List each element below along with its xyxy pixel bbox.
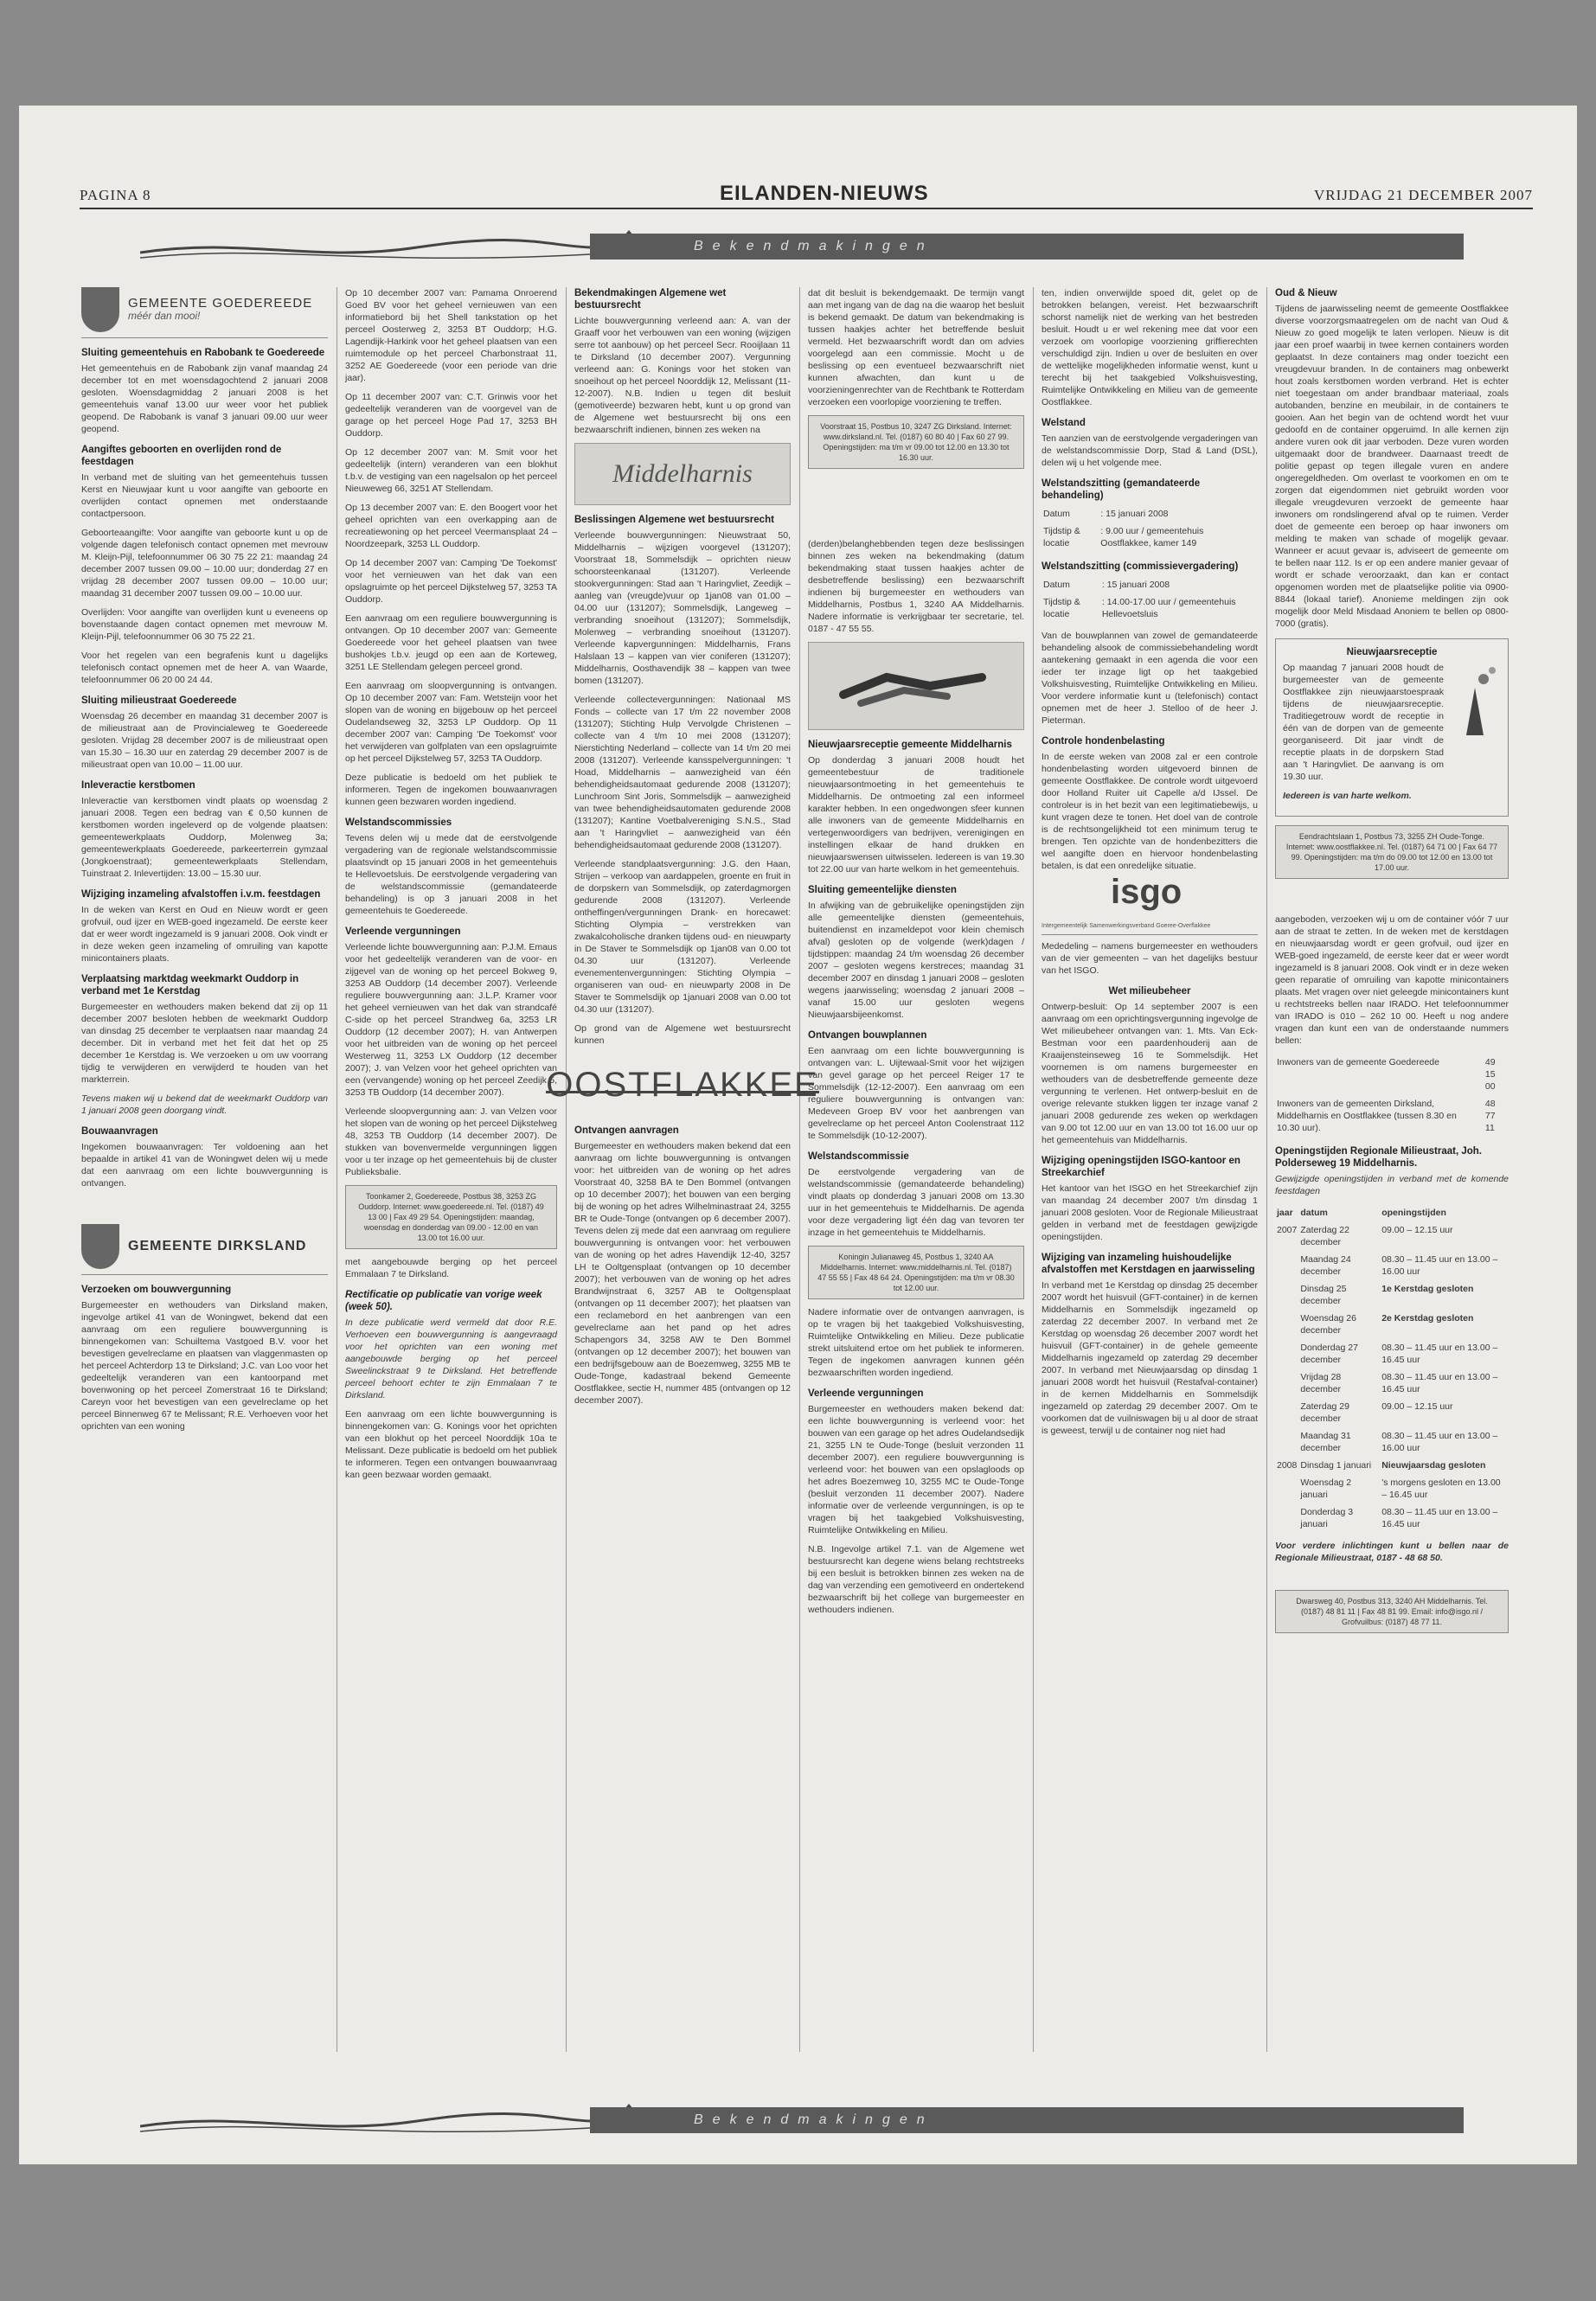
table-header: jaar datum openingstijden: [1277, 1208, 1446, 1218]
article-title: Ontvangen aanvragen: [574, 1125, 679, 1136]
article-title: Welstandszitting (commissievergadering): [1042, 561, 1239, 572]
champagne-icon: [1449, 662, 1501, 740]
table-row: Zaterdag 29 december 09.00 – 12.15 uur: [1300, 1401, 1453, 1424]
article-body: Burgemeester en wethouders van Dirksland maken, ingevolge artikel 41 van de Woningwet, bekend dat een aanvraag om een reguliere bouwvergunning is binnengekomen van: Schuiltema Vastgoed B.V. voor het bevestigen gevelreclame en plaatsen van vlaggenmasten op het perceel Achterdorp 13 te Dirksland; J.C. van Loo voor het gedeeltelijk veranderen van een kantoorpand met bovenwoning op het perceel Zomerstraat 16 te Dirksland; Careyn voor het bevestigen van een gevelreclame op het perceel Binnenweg 67 te Melissant; R.E. Verhoeven voor het oprichten van een woning: [81, 1300, 328, 1432]
article-body: Ten aanzien van de eerstvolgende vergaderingen van de welstandscommissie Dorp, Stad & Land (DSL), delen wij u het volgende mee.: [1042, 433, 1258, 468]
table-row: Donderdag 27 december 08.30 – 11.45 uur en 13.00 – 16.45 uur: [1300, 1343, 1498, 1365]
dirksland-crest-icon: [81, 1224, 119, 1269]
article-body: Tijdens de jaarwisseling neemt de gemeente Oostflakkee diverse voorzorgsmaatregelen om de nacht van Oud & Nieuw zo goed mogelijk te laten verlopen. Nieuw is dit jaar een proef waarbij in twee kernen containers worden geplaatst. In deze containers mag onder toezicht een vreugdevuur branden. In de containers mag onbewerkt hout zoals kerstbomen worden verbrand. Het is echter niet toegestaan om ander brandbaar materiaal, zoals autobanden, benzine en meubilair, in de containers te gooien. Aan het begin van de ochtend wordt het vuur gedoofd en de container opgeruimd. In alle kernen zijn andere vuren ook dit jaar verboden. Deze vuren worden uitgemaakt door de brandweer. Daarnaast treedt de politie gepast op tegen illegale vuren en andere ongeregeldheden. Om overlast te voorkomen en om te zorgen dat eigendommen niet gebruikt worden voor illegale vreugdevuren verzoekt de gemeente haar inwoners om rondslingerend afval op te ruimen. Verder doet de gemeente een beroep op haar inwoners om melding te maken van schade of mogelijk gevaar. Wanneer er acuut gevaar is, adviseert de gemeente om te bellen naar 112. Is er op een andere manier gevaar of wordt er schade veroorzaakt, dan kan er contact opgenomen worden met de plaatselijke politie via 0900-8844 (lokaal tarief). Anonieme meldingen zijn ook mogelijk door Meld Misdaad Anoniem te bellen op 0800-7000 (gratis).: [1275, 304, 1509, 629]
article-title: Verleende vergunningen: [345, 926, 461, 937]
article-note: Iedereen is van harte welkom.: [1283, 791, 1412, 801]
article-body: Op 14 december 2007 van: Camping 'De Toekomst' voor het vernieuwen van het dak van een opslagruimte op het perceel Dijkstelweg 57, 3253 TA Ouddorp.: [345, 558, 557, 605]
table-row: Vrijdag 28 december 08.30 – 11.45 uur en 13.00 – 16.45 uur: [1300, 1372, 1498, 1394]
article-body: Op grond van de Algemene wet bestuursrecht kunnen: [574, 1023, 791, 1046]
middelharnis-logo: [574, 443, 791, 505]
article-body: Een aanvraag om sloopvergunning is ontvangen. Op 10 december 2007 van: Fam. Wetsteijn voor het slopen van de woning en bijgebouw op het perceel Oudelandseweg 32, 3253 LP Ouddorp. Op 11 december 2007 van: Camping 'De Toekomst' voor het verwijderen van golfplaten van een opslagruimte op het perceel Dijkstelweg 57, 3253 TA Ouddorp.: [345, 681, 557, 764]
table-row: Inwoners van de gemeente Goedereede 49 15 00: [1277, 1057, 1496, 1092]
isgo-tagline: Intergemeentelijk Samenwerkingsverband Goeree-Overflakkee: [1042, 923, 1211, 929]
article-body: In deze publicatie werd vermeld dat door R.E. Verhoeven een bouwvergunning is aangevraagd voor het oprichten van een woning met aangebouwde berging op het perceel Sweelinckstraat 9 te Dirksland. Het betreffende perceel behoort echter te zijn Emmalaan 7 te Dirksland.: [345, 1317, 557, 1400]
article-body: In verband met 1e Kerstdag op dinsdag 25 december 2007 wordt het huisvuil (GFT-container) in de kernen Middelharnis en Sommelsdijk ingezameld op zaterdag 22 december 2007. In verband met 2e Kerstdag op woensdag 26 december 2007 wordt het huisvuil (GFT-container) in de gehele gemeente Middelharnis ingezameld op zaterdag 29 december 2007. In verband met Nieuwjaarsdag op dinsdag 1 januari 2008 wordt het huisvuil (Restafval-container) in de kernen Middelharnis en Sommelsdijk ingezameld op zaterdag 29 december 2007. Om te voorkomen dat de vuilniswagen bij u al door de straat is geweest, terwijl u de container nog niet had: [1042, 1280, 1258, 1436]
isgo-contact-box: Dwarsweg 40, Postbus 313, 3240 AH Middelharnis. Tel. (0187) 48 81 11 | Fax 48 81 99. Email: info@isgo.nl / Grofvuilbus: (0187) 48 77 11.: [1275, 1590, 1509, 1633]
phone-table: [1275, 1054, 1509, 1137]
banner-top: [140, 228, 1464, 263]
article-title: Beslissingen Algemene wet bestuursrecht: [574, 515, 774, 525]
middelharnis-contact-box: Koningin Julianaweg 45, Postbus 1, 3240 AA Middelharnis. Internet: www.middelharnis.nl. Tel. (0187) 47 55 55 | Fax 48 64 24. Openingstijden: ma t/m vr 08.30 tot 12.00 uur.: [808, 1246, 1024, 1299]
handshake-illustration: [808, 642, 1024, 730]
issue-date: VRIJDAG 21 DECEMBER 2007: [1313, 187, 1533, 203]
table-row: Tijdstip & locatie : 14.00-17.00 uur / gemeentehuis Hellevoetsluis: [1043, 597, 1236, 619]
article-body: Burgemeester en wethouders maken bekend dat zij op 11 december 2007 besloten hebben de weekmarkt Ouddorp van dinsdag 25 december te verplaatsen naar maandag 24 december. Dit in verband met het feit dat het op 25 december 1e Kerstdag is. We verzoeken u om uw voorrang tijdig te verwijderen en verwijderd te houden van het markterrein.: [81, 1002, 328, 1085]
receptie-content: [1283, 662, 1501, 790]
article-title: Sluiting milieustraat Goedereede: [81, 695, 237, 706]
goedereede-contact-box: Toonkamer 2, Goedereede, Postbus 38, 3253 ZG Ouddorp. Internet: www.goedereede.nl. Tel. (0187) 49 13 00 | Fax 49 29 54. Openingstijden: maandag, woensdag en donderdag van 09.00 - 12.00 en van 13.00 tot 16.00 uur.: [345, 1185, 557, 1249]
article-body: Burgemeester en wethouders maken bekend dat een aanvraag om lichte bouwvergunning is ontvangen voor: het uitbreiden van de woning op het adres Voorstraat 40, 3258 BA te Den Bommel (ontvangen op 10 december 2007); het bouwen van een berging bij de woning op het adres Wilhelminastraat 24, 3255 BR te Oude-Tonge (ontvangen op 6 december 2007). Tevens delen zij mede dat een aanvraag om reguliere bouwvergunning is ontvangen voor: het verbouwen van de woning op het adres Havendijk 12-40, 3257 LH te Ooltgensplaat (ontvangen op 10 december 2007); het verbouwen van de woning op het adres Brandwijnstraat 6, 3257 AB te Ooltgensplaat (ontvangen op 11 december 2007); het plaatsen van een reclamebord en het aanbrengen van een gevelreclame aan het pand op het adres Schapengors 34, 3258 AW te Den Bommel (ontvangen op 12 december 2007); het bouwen van een bedrijfsgebouw aan de Boezemweg, 3255 MB te Oude-Tonge, kadastraal bekend Gemeente Oostflakkee, sectie H, nummer 485 (ontvangen op 12 december 2007).: [574, 1141, 791, 1406]
goedereede-crest-icon: [81, 287, 119, 332]
table-row: Woensdag 2 januari 's morgens gesloten en 13.00 – 16.45 uur: [1300, 1477, 1501, 1500]
article-body: In afwijking van de gebruikelijke openingstijden zijn alle gemeentelijke diensten (gemeentehuis, buitendienst en inzameldepot voor klein chemisch afval) gesloten op de volgende (werk)dagen / tijdstippen: maandag 24 t/m woensdag 26 december 2007 – gesloten wegens kerstreces; maandag 31 december 2007 en dinsdag 1 januari 2008 – gesloten wegens jaarwisseling; woensdag 2 januari 2008 – vanaf 15.00 uur gesloten wegens Nieuwjaarsbijeenkomst.: [808, 901, 1024, 1020]
receptie-box: [1275, 638, 1509, 817]
article-title: Bekendmakingen Algemene wet bestuursrecht: [574, 288, 727, 311]
middelharnis-logo-text: Middelharnis: [612, 459, 753, 488]
oostflakkee-contact-box: Eendrachtslaan 1, Postbus 73, 3255 ZH Oude-Tonge. Internet: www.oostflakkee.nl. Tel. (0187) 64 71 00 | Fax 64 77 99. Openingstijden: ma t/m do 09.00 tot 12.00 en 13.00 tot 17.00 uur.: [1275, 825, 1509, 879]
municipality-slogan: méér dan mooi!: [128, 310, 201, 322]
column-goedereede: [81, 287, 328, 1439]
page-number: PAGINA 8: [80, 187, 151, 203]
table-row: Dinsdag 25 december 1e Kerstdag gesloten: [1300, 1284, 1474, 1306]
article-body: Op 11 december 2007 van: C.T. Grinwis voor het gedeeltelijk veranderen van de voorgevel van de garage op het perceel Hoge Pad 17, 3253 BH Ouddorp.: [345, 392, 557, 439]
article-body: Burgemeester en wethouders maken bekend dat: een lichte bouwvergunning is verleend voor: het bouwen van een garage op het adres Oudelandsedijk 21, 3255 LN te Oude-Tonge (besluit verzonden 11 december 2007). een reguliere bouwvergunning is verleend voor: het bouwen van een opslagloods op het adres Boezemweg 10, 3255 MC te Oude-Tonge (besluit verzonden 11 december 2007). Nadere informatie over de verleende vergunningen, is op te vragen bij het taakgebied Volkshuisvesting, Ruimtelijke Ontwikkeling en Milieu.: [808, 1404, 1024, 1535]
article-body: Het kantoor van het ISGO en het Streekarchief zijn van maandag 24 december 2007 t/m dinsdag 1 januari 2008 gesloten. Voor de Regionale Milieustraat gelden in verband met de feestdagen gewijzigde openingstijden.: [1042, 1183, 1258, 1242]
table-row: Datum : 15 januari 2008: [1043, 580, 1170, 590]
article-body: Woensdag 26 december en maandag 31 december 2007 is de milieustraat aan de Provincialeweg te Goedereede gesloten. Vrijdag 28 december 2007 is de milieustraat open van 15.30 – 16.30 uur en zaterdag 29 december 2007 is de milieustraat open van 10.00 – 11.00 uur.: [81, 711, 328, 770]
table-row: Donderdag 3 januari 08.30 – 11.45 uur en 13.00 – 16.45 uur: [1300, 1507, 1498, 1529]
banner-bottom: [140, 2102, 1464, 2137]
article-body: (derden)belanghebbenden tegen deze beslissingen binnen zes weken na bekendmaking (datum bekendmaking staat tussen haakjes achter de desbetreffende beslissing) een bezwaarschrift indienen bij burgemeester en wethouders van Middelharnis, Postbus 1, 3240 AA Middelharnis. Nadere informatie is verkrijgbaar ter secretarie, tel. 0187 - 47 55 55.: [808, 539, 1024, 634]
article-title: Verplaatsing marktdag weekmarkt Ouddorp in verband met 1e Kerstdag: [81, 974, 299, 997]
welstand-commission-table: [1042, 576, 1258, 623]
article-body: met aangebouwde berging op het perceel Emmalaan 7 te Dirksland.: [345, 1257, 557, 1279]
municipality-name: GEMEENTE DIRKSLAND: [128, 1239, 307, 1253]
article-body: Overlijden: Voor aangifte van overlijden kunt u eveneens op bovenstaande dagen contact opnemen met mevrouw M. Kleijn-Pijl, telefoonnummer 06 30 75 22 21.: [81, 607, 328, 642]
milieustraat-hours-table: [1275, 1204, 1509, 1533]
table-row: Maandag 24 december 08.30 – 11.45 uur en 13.00 – 16.00 uur: [1300, 1254, 1498, 1277]
article-title: Ontvangen bouwplannen: [808, 1030, 927, 1041]
article-body: N.B. Ingevolge artikel 7.1. van de Algemene wet bestuursrecht kan degene wiens belang rechtstreeks bij een besluit is betrokken binnen zes weken na de dag van verzending een gemotiveerd en ondertekend bezwaarschrift bij het college van burgemeester en wethouders indienen.: [808, 1544, 1024, 1615]
article-body: Verleende bouwvergunningen: Nieuwstraat 50, Middelharnis – wijzigen voorgevel (131207); Voorstraat 18, Sommelsdijk – oprichten nieuw schoorsteenkanaal (131207). Verleende stookvergunningen: Stad aan 't Haringvliet, Zeedijk – aanleg van (vreugde)vuur op 1jan08 van 01.00 – 04.00 uur (131207); Sommelsdijk, Langeweg – verbranding snoeihout (131207); Sommelsdijk, Molenweg – verbranding snoeihout (131207). Verleende kapvergunningen: Middelharnis, Frans Halslaan 13 – kappen van vier coniferen (131207); Middelharnis, Oosthavendijk 38 – kappen van twee bomen (131207).: [574, 530, 791, 686]
article-title: Welstand: [1042, 418, 1086, 428]
column-4: [808, 287, 1024, 1623]
article-body: ten, indien onverwijlde spoed dit, gelet op de betrokken belangen, vereist. Het bezwaarschrift schorst namelijk niet de werking van het bestreden besluit. Houdt u er wel rekening mee dat voor een verzoek om voorlopige voorziening griffierechten verschuldigd zijn. Indien u over de besluiten en over de wettelijke mogelijkheden informatie wenst, kunt u terecht bij het taakgebied Volkshuisvesting, Ruimtelijke Ontwikkeling en Milieu van de gemeente Oostflakkee.: [1042, 288, 1258, 407]
article-title: Welstandscommissies: [345, 817, 452, 828]
article-body: Deze publicatie is bedoeld om het publiek te informeren. Tegen de ingekomen bouwaanvragen kunnen geen bezwaren worden ingediend.: [345, 772, 557, 807]
article-body: Verleende standplaatsvergunning: J.G. den Haan, Strijen – verkoop van aardappelen, groente en fruit in de dorpskern van Sommelsdijk, op zaterdagmorgen gedurende 2008 (131207). Verleende ontheffingen/vergunningen Drank- en horecawet: Stichting Olympia – verstrekken van zwakalcoholische dranken tijdens oud- en nieuwparty in De Staver te Sommelsdijk op 1jan08 van 0.00 tot 04.30 uur (131207). Verleende evenementenvergunningen: Stichting Olympia – organiseren van oud- en nieuwparty 2008 in De Staver te Sommelsdijk op 1januari 2008 van 0.00 tot 04.30 uur (131207).: [574, 859, 791, 1015]
article-title: Welstandscommissie: [808, 1151, 909, 1162]
article-body: Het gemeentehuis en de Rabobank zijn vanaf maandag 24 december tot en met woensdagochtend 2 januari 2008 gesloten. Woensdagmiddag 2 januari 2008 is het gemeentehuis vanaf 13.00 uur weer voor het publiek geopend. De Rabobank is vanaf 3 januari 09.00 uur weer geopend.: [81, 363, 328, 434]
article-title: Wijziging inzameling afvalstoffen i.v.m. feestdagen: [81, 889, 321, 900]
table-row: Tijdstip & locatie : 9.00 uur / gemeentehuis Oostflakkee, kamer 149: [1043, 526, 1204, 548]
dirksland-header: [81, 1224, 328, 1275]
article-body: Lichte bouwvergunning verleend aan: A. van der Graaff voor het verbouwen van een woning (wijzigen serre tot aanbouw) op het perceel Secr. Rooijlaan 11 te Dirksland (10 december 2007). Vergunning verleend aan: G. Konings voor het stoken van snoeihout op het perceel Noorddijk 12, Melissant (11-12-2007). N.B. Indien u tegen dit besluit (gemotiveerde) bezwaren hebt, kunt u op grond van de Algemene wet bestuursrecht bij ons een bezwaarschrift indienen, binnen zes weken na: [574, 316, 791, 435]
article-body: Op maandag 7 januari 2008 houdt de burgemeester van de gemeente Oostflakkee zijn nieuwjaarstoespraak tijdens de nieuwjaarsreceptie. Traditiegetrouw wordt de receptie in één van de dorpen van de gemeente georganiseerd. Dit jaar vindt de receptie plaats in de dorpskern Stad aan 't Haringvliet. De aanvang is om 19.30 uur.: [1283, 663, 1444, 782]
article-body: Verleende lichte bouwvergunning aan: P.J.M. Emaus voor het gedeeltelijk veranderen van de voor- en zijgevel van de woning op het perceel Bokweg 9, 3253 AB Ouddorp (14 december 2007). Verleende reguliere bouwvergunning aan: J.L.P. Kramer voor het geheel vernieuwen van het dak van strandcafé C-side op het perceel Strandweg 6a, 3253 LR Ouddorp (12 december 2007); H. van Antwerpen voor het uitbreiden van de woning op het perceel Westerweg 11, 3253 LX Ouddorp (12 december 2007); J. van Velzen voor het geheel oprichten van een (vervangende) woning op het perceel Zeedijk 5, 3253 TB Ouddorp (14 december 2007).: [345, 942, 557, 1098]
article-body: aangeboden, verzoeken wij u om de container vóór 7 uur aan de straat te zetten. In de weken met de kerstdagen en nieuwjaarsdag wordt er geen grofvuil, oud ijzer en WEB-goed ingezameld, de eerste keer dat er weer wordt ingezameld is 8 januari 2008. Ook vindt er in deze weken geen reparatie of omruiling van kapotte minicontainers plaats. Met vragen over niet geleegde minicontainers kunt u rechtstreeks bellen naar IRADO. Het telefoonnummer van IRADO is 010 – 262 10 00. Heeft u nog andere vragen dan kunt een van de onderstaande nummers bellen:: [1275, 914, 1509, 1046]
article-title: Openingstijden Regionale Milieustraat, Joh. Polderseweg 19 Middelharnis.: [1275, 1146, 1482, 1169]
article-body: Nadere informatie over de ontvangen aanvragen, is op te vragen bij het taakgebied Volkshuisvesting, Ruimtelijke Ontwikkeling en Milieu. Deze publicatie strekt uitsluitend ertoe om het publiek te informeren. Tegen de ingekomen aanvragen kunnen géén bezwaarschriften worden ingediend.: [808, 1307, 1024, 1378]
article-body: Inleveractie van kerstbomen vindt plaats op woensdag 2 januari 2008. Tegen een bedrag van € 0,50 kunnen de kerstbomen worden ingeleverd op de volgende plaatsen: gemeentewerkplaats Ouddorp, Molenweg 3a; gemeentewerkplaats Goedereede, parkeerterrein gymzaal (Jongkoenstraat); gemeentewerkplaats Stellendam, Tuinstraat 2. Inlevertijden: 13.00 – 15.30 uur.: [81, 796, 328, 879]
article-body: Een aanvraag om een lichte bouwvergunning is ontvangen van: L. Uijtewaal-Smit voor het wijzigen van gevel garage op het perceel Reiger 17 te Sommelsdijk (12-12-2007). Een aanvraag om een reguliere bouwvergunning is ontvangen van: Medeveen Groep BV voor het aanbrengen van gevelreclame op het perceel Anton Coolenstraat 112 te Sommelsdijk (10-12-2007).: [808, 1046, 1024, 1141]
article-title: Welstandszitting (gemandateerde behandeling): [1042, 478, 1201, 501]
article-body: Op donderdag 3 januari 2008 houdt het gemeentebestuur de traditionele nieuwjaarsontmoeting in het gemeentehuis te Middelharnis. De ontmoeting zal een informeel karakter hebben. In een ongedwongen sfeer kunnen alle inwoners van de gemeente Middelharnis en vertegenwoordigers van bedrijven, verenigingen en instellingen elkaar de hand drukken en nieuwjaarswensen uitwisselen. Iedereen is van 19.30 tot 22.00 uur van harte welkom in het gemeentehuis.: [808, 755, 1024, 875]
article-title: Verzoeken om bouwvergunning: [81, 1285, 232, 1295]
article-body: Ingekomen bouwaanvragen: Ter voldoening aan het bepaalde in artikel 41 van de Woningwet delen wij u mede dat een aanvraag om een lichte bouwvergunning is ontvangen.: [81, 1142, 328, 1189]
article-title: Nieuwjaarsreceptie gemeente Middelharnis: [808, 740, 1012, 750]
article-title: Wet milieubeheer: [1108, 986, 1191, 997]
municipality-name: GEMEENTE GOEDEREEDE: [128, 296, 313, 311]
article-note: Tevens maken wij u bekend dat de weekmarkt Ouddorp van 1 januari 2008 geen doorgang vindt.: [81, 1093, 328, 1116]
article-body: Ontwerp-besluit: Op 14 september 2007 is een aanvraag om een oprichtingsvergunning ingevolge de Wet milieubeheer ontvangen van: 1. Mts. Van Eck-Bestman voor een paardenhouderij aan de Kraaijensteinseweg 16 te Sommelsdijk. Het voornemen is om namens burgemeester en wethouders van de desbetreffende gemeente deze vergunning te verlenen. Het ontwerp-besluit en de overige relevante stukken liggen ter inzage vanaf 2 januari 2008 gedurende zes weken op werkdagen van 9.00 tot 12.00 uur en van 13.00 tot 16.00 uur op het gemeentehuis van Middelharnis.: [1042, 1002, 1258, 1145]
article-title: Inleveractie kerstbomen: [81, 780, 195, 791]
column-6: [1275, 287, 1509, 1640]
table-row: 2008 Dinsdag 1 januari Nieuwjaarsdag gesloten: [1277, 1460, 1486, 1471]
article-body: Verleende sloopvergunning aan: J. van Velzen voor het slopen van de woning op het perceel Dijkstelweg 48, 3253 TB Ouddorp (14 december 2007). De stukken van bovenvermelde vergunningen liggen voor u ter inzage op het gemeentehuis bij de cluster Publieksbalie.: [345, 1106, 557, 1177]
isgo-logo-text: isgo: [1111, 873, 1183, 911]
page-header: [80, 182, 1533, 209]
article-title: Aangiftes geboorten en overlijden rond de feestdagen: [81, 445, 282, 467]
oostflakkee-logo: [546, 1055, 819, 1116]
article-title: Sluiting gemeentelijke diensten: [808, 885, 957, 895]
table-row: Maandag 31 december 08.30 – 11.45 uur en 13.00 – 16.00 uur: [1300, 1431, 1498, 1453]
newspaper-logo: EILANDEN-NIEUWS: [720, 182, 929, 205]
isgo-logo: [1042, 873, 1258, 935]
table-row: 2007 Zaterdag 22 december 09.00 – 12.15 uur: [1277, 1225, 1453, 1247]
article-body: De eerstvolgende vergadering van de welstandscommissie (gemandateerde behandeling) vindt plaats op donderdag 3 januari 2008 om 13.30 uur in het gemeentehuis te Middelharnis. De agenda voor deze vergadering ligt één dag van tevoren ter inzage in het gemeentehuis te Middelharnis.: [808, 1167, 1024, 1238]
article-body: Een aanvraag om een reguliere bouwvergunning is ontvangen. Op 10 december 2007 van: Gemeente Goedereede voor het geheel plaatsen van twee bushokjes t.b.v. jeugd op een aan de Korteweg, 3251 LE Stellendam gelegen perceel grond.: [345, 613, 557, 672]
table-row: Inwoners van de gemeenten Dirksland, Middelharnis en Oostflakkee (tussen 8.30 en 10.30 uur). 48 77 11: [1277, 1099, 1496, 1133]
article-body: Op 13 december 2007 van: E. den Boogert voor het geheel oprichten van een overkapping aan de recreatiewoning op het perceel Veermansplaat 24 – Noordzeepark, 3253 LL Ouddorp.: [345, 503, 557, 549]
goedereede-header: [81, 287, 328, 338]
article-body: Een aanvraag om een lichte bouwvergunning is binnengekomen van: G. Konings voor het oprichten van een blokhut op het perceel Noorddijk 10a te Melissant. Deze publicatie is bedoeld om het publiek te informeren. Tegen een ontvangen bouwaanvraag kan geen bezwaar worden gemaakt.: [345, 1409, 557, 1480]
article-title: Verleende vergunningen: [808, 1388, 924, 1399]
article-body: In de weken van Kerst en Oud en Nieuw wordt er geen grofvuil, oud ijzer en WEB-goed ingezameld. De eerste keer dat er weer wordt ingezameld is 9 januari 2008. Ook vindt er in deze weken geen inzameling of omruiling van kapotte minicontainers plaats.: [81, 905, 328, 964]
article-note: Voor verdere inlichtingen kunt u bellen naar de Regionale Milieustraat, 0187 - 48 68 50.: [1275, 1541, 1509, 1563]
article-title: Wijziging openingstijden ISGO-kantoor en Streekarchief: [1042, 1156, 1240, 1178]
article-title: Wijziging van inzameling huishoudelijke afvalstoffen met Kerstdagen en jaarwisseling: [1042, 1253, 1255, 1275]
article-body: Tevens delen wij u mede dat de eerstvolgende vergadering van de regionale welstandscommissie plaatsvindt op 15 januari 2008 in het gemeentehuis te Hellevoetsluis. De eerstvolgende vergadering van de welstandscommissie (gemandateerde behandeling) is op 3 januari 2008 in het gemeentehuis te Goedereede.: [345, 833, 557, 916]
table-row: Datum : 15 januari 2008: [1043, 509, 1169, 519]
article-title: Rectificatie op publicatie van vorige week (week 50).: [345, 1290, 542, 1312]
oostflakkee-logo-text: OOSTFLAKKEE: [546, 1065, 819, 1104]
article-body: Voor het regelen van een begrafenis kunt u dagelijks telefonisch contact opnemen met de heer A. van Waarde, telefoonnummer 06 20 00 24 44.: [81, 651, 328, 685]
handshake-icon: [809, 643, 1023, 729]
welstand-schedule-table: [1042, 505, 1258, 552]
article-body: Geboorteaangifte: Voor aangifte van geboorte kunt u op de volgende dagen telefonisch contact opnemen met mevrouw M. Kleijn-Pijl, telefoonnummer 06 30 75 22 21: maandag 24 december 2007 tussen 09.00 – 10.00 uur; donderdag 27 en vrijdag 28 december 2007 tussen 09.00 – 10.00 uur; maandag 31 december 2007 tussen 09.00 – 10.00 uur.: [81, 528, 328, 599]
column-5: [1042, 287, 1258, 1444]
article-title: Controle hondenbelasting: [1042, 736, 1165, 747]
dirksland-contact-box: Voorstraat 15, Postbus 10, 3247 ZG Dirksland. Internet: www.dirksland.nl. Tel. (0187) 60 80 40 | Fax 60 27 99. Openingstijden: ma t/m vr 09.00 tot 12.00 en 13.30 tot 16.30 uur.: [808, 415, 1024, 469]
article-title: Bouwaanvragen: [81, 1126, 158, 1137]
column-2: [345, 287, 557, 1488]
column-3: [546, 287, 819, 1413]
article-note: Gewijzigde openingstijden in verband met de komende feestdagen: [1275, 1174, 1509, 1196]
banner-label: Bekendmakingen: [590, 2107, 1464, 2133]
article-title: Oud & Nieuw: [1275, 288, 1337, 298]
article-body: Op 12 december 2007 van: M. Smit voor het gedeeltelijk (intern) veranderen van een blokhut t.b.v. de vestiging van een nagelsalon op het perceel Nieuweweg 66, 3251 AT Stellendam.: [345, 447, 557, 494]
newspaper-page: [19, 106, 1577, 2164]
article-body: In de eerste weken van 2008 zal er een controle hondenbelasting worden uitgevoerd binnen de gemeente Oostflakkee. De controle wordt uitgevoerd door Holland Ruiter uit Capelle a/d IJssel. De controleur is in het bezit van een legitimatiebewijs, u kunt vragen deze te tonen. Het doel van de controle is de rechtsongelijkheid tot een minimum terug te brengen. Ten opzichte van de hondenbezitters die wel aangifte doen en hiervoor hondenbelasting betalen, is dat een onredelijke situatie.: [1042, 752, 1258, 871]
article-body: In verband met de sluiting van het gemeentehuis tussen Kerst en Nieuwjaar kunt u voor aangifte van geboorte en overlijden contact opnemen met onderstaande contactpersoon.: [81, 472, 328, 519]
banner-label: Bekendmakingen: [590, 234, 1464, 260]
article-body: Mededeling – namens burgemeester en wethouders van de vier gemeenten – van het dagelijks bestuur van het ISGO.: [1042, 941, 1258, 976]
article-body: Verleende collectevergunningen: Nationaal MS Fonds – collecte van 17 t/m 22 november 2008 (131207); Stichting Hulp Vervolgde Christenen – collecte van 4 t/m 10 mei 2008 (131207); Nierstichting Nederland – collecte van 14 t/m 20 mei 2008 (131207). Verleende kansspelvergunningen: 't Hoad, Middelharnis – aanwezigheid van één behendigheidsautomaat gedurende 2008 (131207); Lunchroom Sint Joris, Sommelsdijk – aanwezigheid van twee behendigheidsautomaten gedurende 2008 (131207); Kantine Voetbalvereniging S.N.S., Stad aan 't Haringvliet – aanwezigheid van één behendigheidsautomaat gedurende 2008 (131207).: [574, 695, 791, 850]
article-title: Sluiting gemeentehuis en Rabobank te Goedereede: [81, 348, 325, 358]
article-body: dat dit besluit is bekendgemaakt. De termijn vangt aan met ingang van de dag na die waarop het besluit is bekend gemaakt. De datum van bekendmaking is tussen haakjes achter het betreffende besluit vermeld. Het bezwaarschrift wordt dan om advies voorgelegd aan een commissie. Mocht u de beslissing op een eventueel bezwaarschrift niet kunnen afwachten, dan kunt u de voorzieningenrechter van de Rechtbank te Rotterdam verzoeken een voorlopige voorziening te treffen.: [808, 288, 1024, 407]
article-body: Van de bouwplannen van zowel de gemandateerde behandeling alsook de commissiebehandeling wordt aantekening gemaakt in een agenda die voor een ieder ter inzage ligt op het taakgebied Volkshuisvesting, Ruimtelijke Ontwikkeling en Milieu. Voor verdere informatie kunt u (telefonisch) contact opnemen met de heer J. Stelloo of de heer J. Pieterman.: [1042, 631, 1258, 726]
article-body: Op 10 december 2007 van: Pamama Onroerend Goed BV voor het geheel vernieuwen van een informatiebord bij het Shell tankstation op het perceel Oosterweg 2, 3253 BT Ouddorp; H.G. Lagendijk-Harkink voor het geheel plaatsen van een ruimtemodule op het perceel Charbonstraat 11, 3252 AE Goedereede (voor een periode van drie jaar).: [345, 288, 557, 383]
table-row: Woensdag 26 december 2e Kerstdag gesloten: [1300, 1313, 1474, 1336]
article-title: Nieuwjaarsreceptie: [1346, 647, 1438, 657]
